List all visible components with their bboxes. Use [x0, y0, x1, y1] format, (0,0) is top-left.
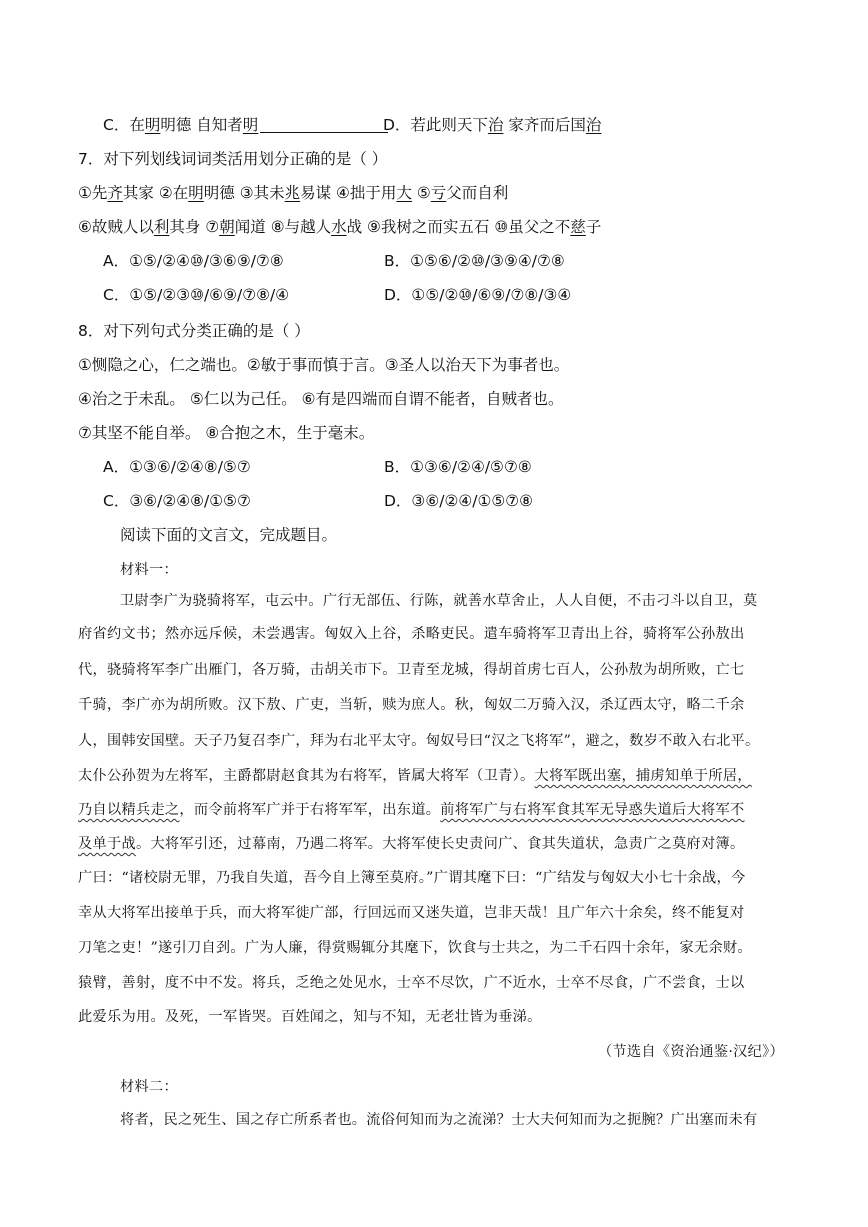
- material-2-title: 材料二：: [120, 1079, 178, 1095]
- passage-line: 卫尉李广为骁骑将军，屯云中。广行无部伍、行陈，就善水草舍止，人人自便，不击刁斗以自卫，莫: [120, 593, 758, 609]
- q8-option-d[interactable]: D．③⑥/②④/①⑤⑦⑧: [384, 492, 534, 510]
- passage-line: 将者，民之死生、国之存亡所系者也。流俗何知而为之流涕？士大夫何知而为之扼腕？广出塞而未有: [120, 1112, 758, 1128]
- material-1-title: 材料一：: [120, 562, 178, 578]
- passage-line: 代，骁骑将军李广出雁门，各万骑，击胡关市下。卫青至龙城，得胡首虏七百人，公孙敖为胡所败，亡七: [78, 662, 745, 678]
- passage-line: 太仆公孙贺为左将军，主爵都尉赵食其为右将军，皆属大将军（卫青）。大将军既出塞，捕虏知单于所居，: [78, 768, 752, 784]
- passage-line: 及单于战。大将军引还，过幕南，乃遇二将军。大将军使长史责问广、食其失道状，急责广之莫府对簿。: [78, 836, 745, 852]
- q8-option-c[interactable]: C．③⑥/②④⑧/①⑤⑦: [103, 492, 251, 510]
- passage-line: 幸从大将军出接单于兵，而大将军徙广部，行回远而又迷失道，岂非天哉！且广年六十余矣，终不能复对: [78, 905, 745, 921]
- passage-source: （节选自《资治通鉴·汉纪》）: [597, 1044, 784, 1060]
- wavy-underlined-sentence: 大将军既出塞，捕虏知单于所居，: [534, 768, 752, 784]
- q8-items-line-1: ①恻隐之心，仁之端也。②敏于事而慎于言。③圣人以治天下为事者也。: [78, 356, 570, 374]
- q8-items-line-2: ④治之于未乱。 ⑤仁以为己任。 ⑥有是四端而自谓不能者，自贼者也。: [78, 390, 564, 408]
- q8-items-line-3: ⑦其坚不能自举。 ⑧合抱之木，生于毫末。: [78, 424, 375, 442]
- q7-items-line-1: ①先齐其家 ②在明明德 ③其未兆易谋 ④拙于用大 ⑤亏父而自利: [78, 184, 509, 202]
- reading-intro: 阅读下面的文言文，完成题目。: [120, 526, 338, 544]
- q7-stem: 7．对下列划线词词类活用划分正确的是（ ）: [78, 150, 388, 168]
- passage-line: 府省约文书；然亦远斥候，未尝遇害。匈奴入上谷，杀略吏民。遣车骑将军卫青出上谷，骑将军公孙敖出: [78, 626, 745, 642]
- q8-option-a[interactable]: A．①③⑥/②④⑧/⑤⑦: [103, 458, 251, 476]
- passage-line: 千骑，李广亦为胡所败。汉下敖、广吏，当斩，赎为庶人。秋，匈奴二万骑入汉，杀辽西太守，略二千余: [78, 697, 745, 713]
- q8-option-b[interactable]: B．①③⑥/②④/⑤⑦⑧: [384, 458, 532, 476]
- q7-option-c[interactable]: C．①⑤/②③⑩/⑥⑨/⑦⑧/④: [103, 286, 290, 304]
- wavy-underlined-sentence: 前将军广与右将军食其军无导惑失道后大将军不: [440, 802, 745, 818]
- q7-option-d[interactable]: D．①⑤/②⑩/⑥⑨/⑦⑧/③④: [384, 286, 572, 304]
- q6-option-c[interactable]: C．在明明德 自知者明: [103, 113, 390, 135]
- passage-line: 人，围韩安国壁。天子乃复召李广，拜为右北平太守。匈奴号曰“汉之飞将军”，避之，数岁不敢入右北平。: [78, 733, 760, 749]
- passage-line: 广曰：“诸校尉无罪，乃我自失道，吾今自上簿至莫府。”广谓其麾下曰：“广结发与匈奴大小七十余战，今: [78, 870, 746, 886]
- passage-line: 乃自以精兵走之，而令前将军广并于右将军军，出东道。前将军广与右将军食其军无导惑失道后大将军不: [78, 802, 745, 818]
- q8-stem: 8．对下列句式分类正确的是（ ）: [78, 322, 310, 340]
- passage-line: 刀笔之吏！”遂引刀自刭。广为人廉，得赏赐辄分其麾下，饮食与士共之，为二千石四十余年，家无余财。: [78, 940, 752, 956]
- passage-line: 此爱乐为用。及死，一军皆哭。百姓闻之，知与不知，无老壮皆为垂涕。: [78, 1009, 542, 1025]
- q7-items-line-2: ⑥故贼人以利其身 ⑦朝闻道 ⑧与越人水战 ⑨我树之而实五石 ⑩虽父之不慈子: [78, 218, 602, 236]
- q7-option-a[interactable]: A．①⑤/②④⑩/③⑥⑨/⑦⑧: [103, 252, 284, 270]
- wavy-underlined-sentence: 及单于战: [78, 836, 136, 852]
- q6-option-d[interactable]: D．若此则天下治 家齐而后国治: [383, 116, 602, 134]
- q7-option-b[interactable]: B．①⑤⑥/②⑩/③⑨④/⑦⑧: [384, 252, 565, 270]
- fill-blank: [260, 117, 388, 134]
- passage-line: 猿臂，善射，度不中不发。将兵，乏绝之处见水，士卒不尽饮，广不近水，士卒不尽食，广不尝食，士以: [78, 975, 745, 991]
- wavy-underlined-sentence: 乃自以精兵走之: [78, 802, 180, 818]
